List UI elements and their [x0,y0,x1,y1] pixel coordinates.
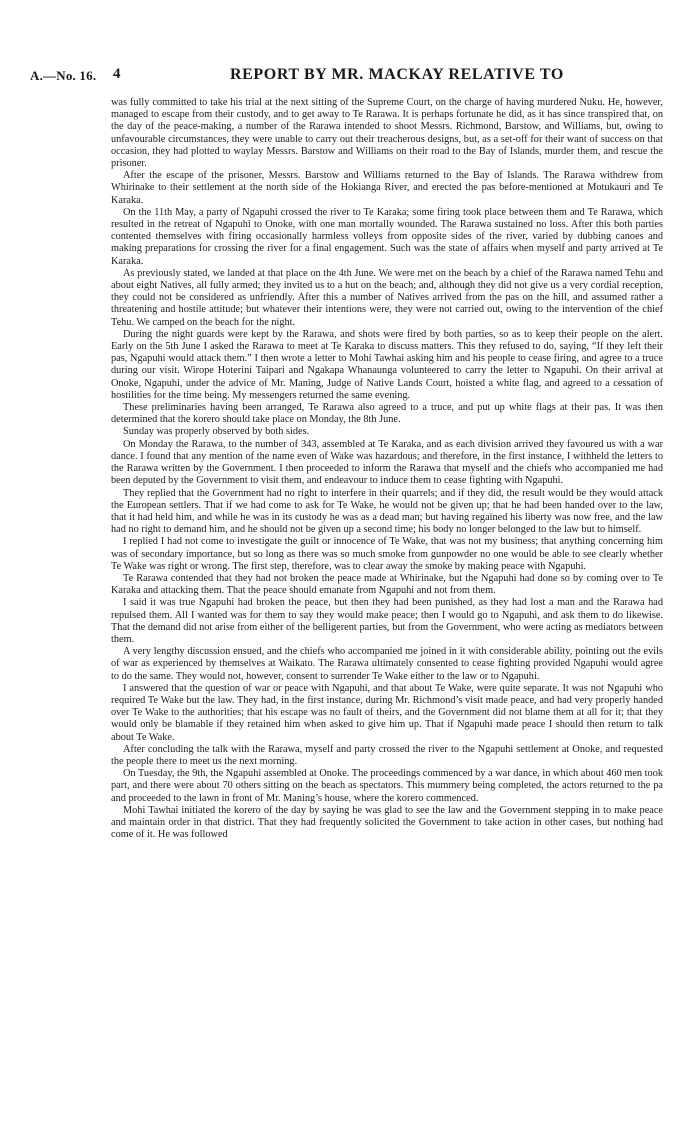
report-body [111,97,663,841]
paragraph: On the 11th May, a party of Ngapuhi crossed the river to Te Karaka; some firing took place between them and Te Rarawa, which resulted in the retreat of Ngapuhi to Onoke, with one man mortally wounded. The Rarawa sustained no loss. After this both parties contented themselves with firing occasionally harmless volleys from opposite sides of the river, varied by dubbing canoes and making preparations for crossing the river for a final engagement. Such was the state of affairs when myself and party arrived at Te Karaka. [111,206,663,267]
paragraph: After the escape of the prisoner, Messrs. Barstow and Williams returned to the Bay of Islands. The Rarawa withdrew from Whirinake to their settlement at the north side of the Hokianga River, and erected the pas before-mentioned at Motukauri and Te Karaka. [111,170,663,206]
paragraph: I said it was true Ngapuhi had broken the peace, but then they had been punished, as they had lost a man and the Rarawa had repulsed them. All I wanted was for them to say they would make peace; then I would go to Ngapuhi, and ask them to do likewise. That the demand did not arise from either of the belligerent parties, but from the Government, who were acting as mediators between them. [111,597,663,645]
document-reference: A.—No. 16. [30,68,97,83]
paragraph: I answered that the question of war or peace with Ngapuhi, and that about Te Wake, were quite separate. It was not Ngapuhi who required Te Wake but the law. They had, in the first instance, during Mr. Richmond’s visit made peace, and had very properly handed over Te Wake to the authorities; that his escape was no fault of theirs, and the Government did not blame them at all for it; that they would only be blamable if they retained him when asked to give him up. That if Ngapuhi made peace I should then return to talk about Te Wake. [111,682,663,743]
paragraph: They replied that the Government had no right to interfere in their quarrels; and if they did, the result would be they would attack the European settlers. That if we had come to ask for Te Wake, he would not be given up; that he had been handed over to the law, that it had held him, and while he was in its custody he was as a dead man; but having regained his liberty was now free, and the law had no right to demand him, and he should not be given up a second time; his body no longer belonged to the law but to himself. [111,487,663,536]
paragraph: I replied I had not come to investigate the guilt or innocence of Te Wake, that was not my business; that anything concerning him was of secondary importance, but so long as there was so much smoke from gunpowder no one would be able to see clearly whether Te Wake was right or wrong. The first step, therefore, was to clear away the smoke by making peace with Ngapuhi. [111,536,663,572]
running-title: REPORT BY MR. MACKAY RELATIVE TO [230,66,564,83]
paragraph: During the night guards were kept by the Rarawa, and shots were fired by both parties, so as to keep their people on the alert. Early on the 5th June I asked the Rarawa to meet at Te Karaka to discuss matters. This they refused to do, saying, “If they left their pas, Ngapuhi would attack them.” I then wrote a letter to Mohi Tawhai asking him and his people to cease firing, and agree to a truce during our visit. Wirope Hoterini Taipari and Ngakapa Whanaunga volunteered to carry the letter to Ngapuhi. On their arrival at Onoke, Ngapuhi, under the advice of Mr. Maning, Judge of Native Lands Court, hoisted a white flag, and agreed to a cessation of hostilities for the time being. My messengers returned the same evening. [111,328,663,401]
paragraph: As previously stated, we landed at that place on the 4th June. We were met on the beach by a chief of the Rarawa named Tehu and about eight Natives, all fully armed; they invited us to a hut on the beach; and, although they did not give us a very cordial reception, they could not be considered as unfriendly. After this a number of Natives arrived from the pas on the hill, and assumed rather a threatening and hostile attitude; but whatever their intentions were, they were not carried out, owing to the intervention of the chief Tehu. We camped on the beach for the night. [111,267,663,328]
paragraph: Mohi Tawhai initiated the korero of the day by saying he was glad to see the law and the Government stepping in to make peace and maintain order in that district. That they had frequently solicited the Government to take action in other cases, but nothing had come of it. He was followed [111,804,663,841]
page-header [30,66,680,88]
paragraph: On Tuesday, the 9th, the Ngapuhi assembled at Onoke. The proceedings commenced by a war dance, in which about 460 men took part, and there were about 70 others sitting on the beach as spectators. This mummery being completed, the actors returned to the pa and proceeded to the lawn in front of Mr. Maning’s house, where the korero commenced. [111,768,663,804]
paragraph: On Monday the Rarawa, to the number of 343, assembled at Te Karaka, and as each division arrived they favoured us with a war dance. I found that any mention of the name even of Wake was hazardous; and therefore, in the first instance, I withheld the letters to the Rarawa written by the Government. I then proceeded to inform the Rarawa that myself and the chiefs who accompanied me had been deputed by the Government to visit them, and endeavour to induce them to cease fighting with Ngapuhi. [111,438,663,487]
paragraph: After concluding the talk with the Rarawa, myself and party crossed the river to the Ngapuhi settlement at Onoke, and requested the people there to meet us the next morning. [111,743,663,767]
paragraph: A very lengthy discussion ensued, and the chiefs who accompanied me joined in it with considerable ability, pointing out the evils of war as experienced by themselves at Waikato. The Rarawa ultimately consented to cease fighting provided Ngapuhi would agree to do the same. They would not, however, consent to surrender Te Wake either to the law or to Ngapuhi. [111,646,663,682]
paragraph: These preliminaries having been arranged, Te Rarawa also agreed to a truce, and put up white flags at their pas. It was then determined that the korero should take place on Monday, the 8th June. [111,402,663,426]
paragraph: was fully committed to take his trial at the next sitting of the Supreme Court, on the charge of having murdered Nuku. He, however, managed to escape from their custody, and to get away to Te Rarawa. It is perhaps fortunate he did, as it has since transpired that, on the day of the peace-making, a number of the Rarawa intended to shoot Messrs. Richmond, Barstow, and Williams, but, owing to unfavourable circumstances, they were unable to carry out their treacherous designs, but, as a set-off for their want of success on that occasion, they had plotted to waylay Messrs. Barstow and Williams on their road to the Bay of Islands, murder them, and rescue the prisoner. [111,97,663,170]
paragraph: Sunday was properly observed by both sides. [123,426,310,438]
page-number: 4 [113,66,121,82]
paragraph: Te Rarawa contended that they had not broken the peace made at Whirinake, but the Ngapuhi had done so by coming over to Te Karaka and attacking them. That the peace should emanate from Ngapuhi and not from them. [111,572,663,597]
